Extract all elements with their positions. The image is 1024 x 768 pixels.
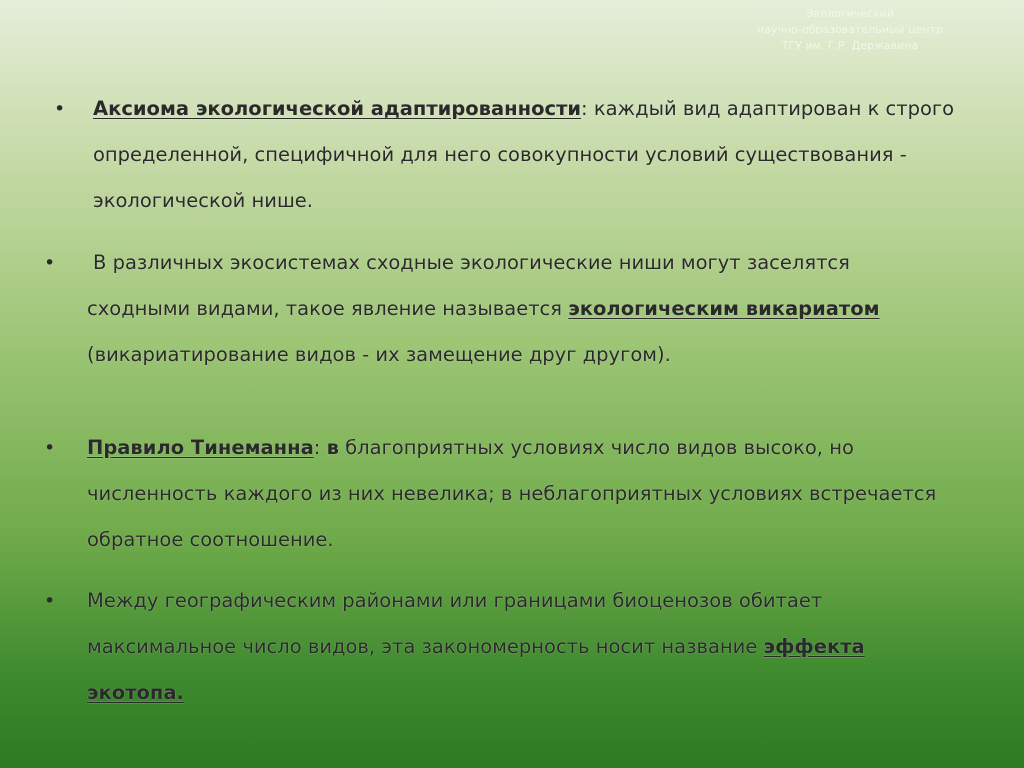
thienemann-bold-word: в	[326, 436, 339, 459]
vicariate-term: экологическим викариатом	[568, 297, 880, 320]
bullet-vicariate	[87, 240, 880, 378]
bullet-3-line-2: численность каждого из них невелика; в неблагоприятных условиях встречается	[87, 482, 937, 505]
bullet-1-line-2: определенной, специфичной для него совокупности условий существования -	[93, 143, 907, 166]
vicariate-line-2-pre: сходными видами, такое явление называется	[87, 297, 569, 320]
bullet-1-line-3: экологической нише.	[93, 189, 314, 212]
bullet-4-line-1: Между географическим районами или границами биоценозов обитает	[87, 589, 823, 612]
org-line-1: Экологический	[806, 7, 894, 20]
bullet-2-line-1: В различных экосистемах сходные экологические ниши могут заселятся	[93, 251, 850, 274]
bullet-4-line-2	[87, 624, 865, 670]
edge-line-2-pre: максимальное число видов, эта закономерность носит название	[87, 635, 764, 658]
edge-effect-term-part-1: эффекта	[763, 635, 865, 658]
bullet-marker-3: •	[44, 437, 56, 459]
organization-caption	[750, 6, 950, 54]
org-line-2: научно-образовательный центр	[757, 23, 943, 36]
thienemann-colon: :	[313, 436, 327, 459]
org-line-3: ТГУ им. Г.Р. Державина	[781, 39, 919, 52]
bullet-edge-effect	[87, 578, 865, 716]
bullet-4-line-3	[87, 670, 865, 716]
thienemann-line-1-rest: благоприятных условиях число видов высоко, но	[338, 436, 854, 459]
bullet-3-line-3: обратное соотношение.	[87, 528, 334, 551]
bullet-2-line-3: (викариатирование видов - их замещение друг другом).	[87, 343, 671, 366]
bullet-1-line-1	[93, 86, 954, 132]
bullet-marker-1: •	[54, 98, 66, 120]
edge-effect-term-part-2: экотопа.	[87, 681, 184, 704]
bullet-thienemann-rule	[87, 425, 936, 563]
bullet-axiom	[93, 86, 954, 224]
bullet-marker-4: •	[44, 590, 56, 612]
bullet-3-line-1	[87, 425, 936, 471]
bullet-2-line-2	[87, 286, 880, 332]
thienemann-term: Правило Тинеманна	[87, 436, 314, 459]
bullet-marker-2: •	[44, 252, 56, 274]
axiom-line-1-rest: : каждый вид адаптирован к строго	[581, 97, 955, 120]
axiom-term: Аксиома экологической адаптированности	[93, 97, 582, 120]
